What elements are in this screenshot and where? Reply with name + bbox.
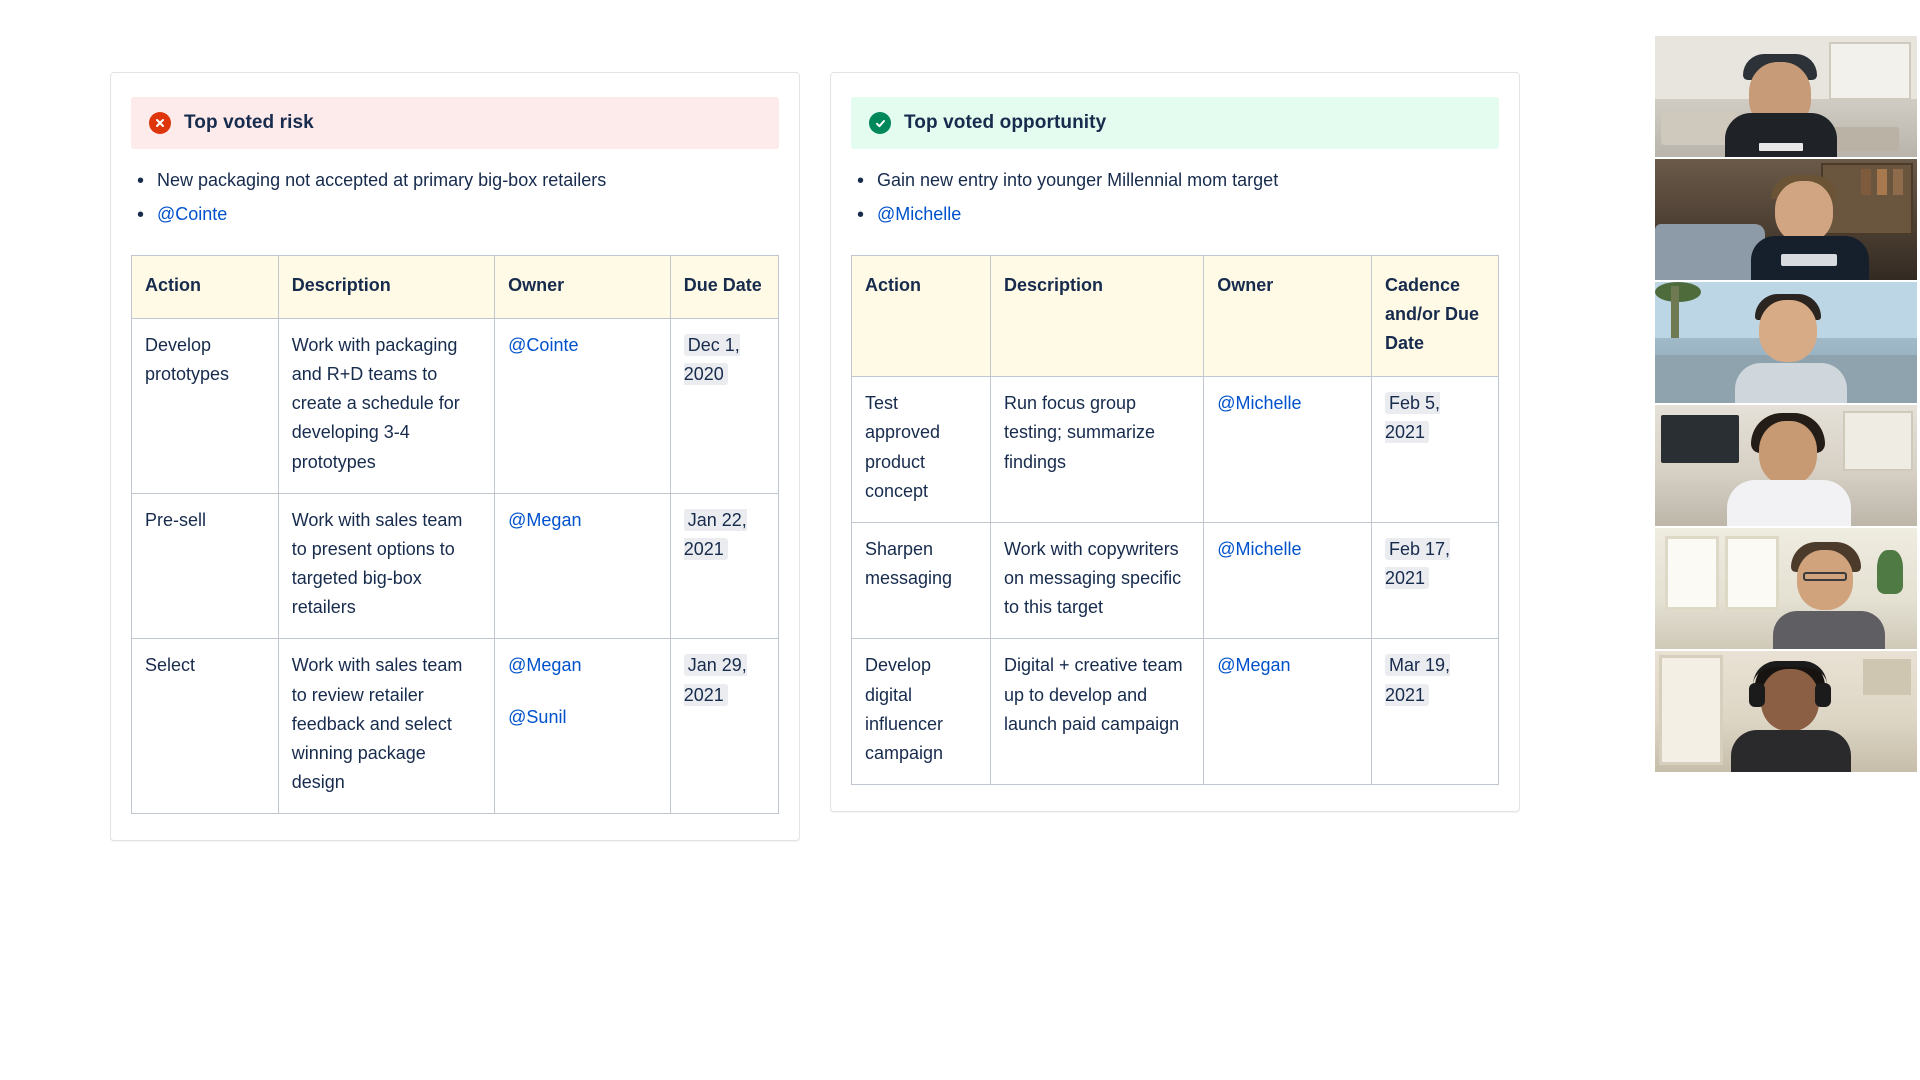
- owner-mention[interactable]: @Megan: [508, 655, 582, 676]
- video-feed: [1655, 159, 1917, 280]
- cell-action: Test approved product concept: [852, 377, 991, 523]
- cell-description: Work with sales team to present options to targeted big-box retailers: [278, 493, 494, 639]
- header-action: Action: [852, 255, 991, 376]
- date-chip: Jan 22, 2021: [683, 509, 747, 559]
- cell-action: Sharpen messaging: [852, 522, 991, 638]
- cell-action: Develop digital influencer campaign: [852, 639, 991, 785]
- cell-owner: [1204, 639, 1372, 785]
- video-feed: [1655, 36, 1917, 157]
- check-circle-icon: [869, 112, 891, 134]
- video-tile-participant-4[interactable]: [1655, 405, 1917, 526]
- opportunity-bullet-1-mention[interactable]: @Michelle: [877, 203, 962, 224]
- date-chip: Feb 17, 2021: [1384, 538, 1451, 589]
- table-row: [132, 493, 779, 639]
- cell-due-date: [670, 318, 778, 493]
- cell-description: Work with copywriters on messaging specific to this target: [990, 522, 1203, 638]
- date-chip: Jan 29, 2021: [683, 655, 747, 705]
- owner-mention[interactable]: @Cointe: [508, 334, 579, 355]
- cell-action: Select: [132, 639, 279, 814]
- video-feed: [1655, 651, 1917, 772]
- top-voted-risk-card: [110, 72, 800, 841]
- cell-action: Develop prototypes: [132, 318, 279, 493]
- video-feed: [1655, 528, 1917, 649]
- video-tile-participant-5[interactable]: [1655, 528, 1917, 649]
- video-tile-participant-6[interactable]: [1655, 651, 1917, 772]
- date-chip: Mar 19, 2021: [1384, 655, 1451, 705]
- cell-due-date: [670, 493, 778, 639]
- cell-description: Run focus group testing; summarize findings: [990, 377, 1203, 523]
- opportunity-bullet-list: [851, 167, 1499, 229]
- header-action: Action: [132, 255, 279, 318]
- header-description: Description: [278, 255, 494, 318]
- table-row: [132, 318, 779, 493]
- list-item: [157, 167, 779, 195]
- cell-action: Pre-sell: [132, 493, 279, 639]
- table-row: [852, 522, 1499, 638]
- content-area: [110, 72, 1520, 841]
- cell-owner: [1204, 377, 1372, 523]
- risk-bullet-0: New packaging not accepted at primary big-box retailers: [157, 170, 607, 190]
- list-item: [877, 201, 1499, 229]
- video-feed: [1655, 405, 1917, 526]
- header-owner: Owner: [495, 255, 671, 318]
- table-header-row: [852, 255, 1499, 376]
- opportunity-banner-title: Top voted opportunity: [904, 112, 1107, 133]
- list-item: [157, 201, 779, 229]
- table-row: [852, 639, 1499, 785]
- cell-owner: [1204, 522, 1372, 638]
- owner-mention[interactable]: @Megan: [508, 509, 582, 530]
- table-row: [132, 639, 779, 814]
- video-feed: [1655, 282, 1917, 403]
- top-voted-opportunity-card: [830, 72, 1520, 812]
- cell-due-date: [1371, 522, 1498, 638]
- cell-description: Work with packaging and R+D teams to create a schedule for developing 3-4 prototypes: [278, 318, 494, 493]
- error-circle-icon: [149, 112, 171, 134]
- video-tile-participant-3[interactable]: [1655, 282, 1917, 403]
- video-tile-participant-1[interactable]: [1655, 36, 1917, 157]
- opportunity-banner: [851, 97, 1499, 149]
- cell-due-date: [1371, 639, 1498, 785]
- date-chip: Feb 5, 2021: [1384, 393, 1441, 443]
- risk-banner-title: Top voted risk: [184, 112, 314, 133]
- risk-bullet-1-mention[interactable]: @Cointe: [157, 203, 228, 224]
- owner-mention[interactable]: @Michelle: [1217, 538, 1302, 559]
- cell-description: Digital + creative team up to develop and launch paid campaign: [990, 639, 1203, 785]
- header-owner: Owner: [1204, 255, 1372, 376]
- video-filmstrip: [1655, 36, 1917, 772]
- cell-due-date: [1371, 377, 1498, 523]
- header-cadence-due-date: Cadence and/or Due Date: [1371, 255, 1498, 376]
- owner-mention[interactable]: @Michelle: [1217, 393, 1302, 414]
- table-row: [852, 377, 1499, 523]
- cell-owner: [495, 493, 671, 639]
- owner-mention[interactable]: @Sunil: [508, 706, 567, 727]
- video-tile-participant-2[interactable]: [1655, 159, 1917, 280]
- date-chip: Dec 1, 2020: [683, 334, 740, 385]
- header-due-date: Due Date: [670, 255, 778, 318]
- header-description: Description: [990, 255, 1203, 376]
- cell-description: Work with sales team to review retailer feedback and select winning package design: [278, 639, 494, 814]
- opportunity-bullet-0: Gain new entry into younger Millennial mom target: [877, 170, 1279, 190]
- cell-owner: [495, 318, 671, 493]
- owner-mention[interactable]: @Megan: [1217, 655, 1291, 676]
- opportunity-actions-table: [851, 255, 1499, 785]
- risk-bullet-list: [131, 167, 779, 229]
- list-item: [877, 167, 1499, 195]
- risk-actions-table: [131, 255, 779, 814]
- cell-due-date: [670, 639, 778, 814]
- cell-owner: [495, 639, 671, 814]
- table-header-row: [132, 255, 779, 318]
- risk-banner: [131, 97, 779, 149]
